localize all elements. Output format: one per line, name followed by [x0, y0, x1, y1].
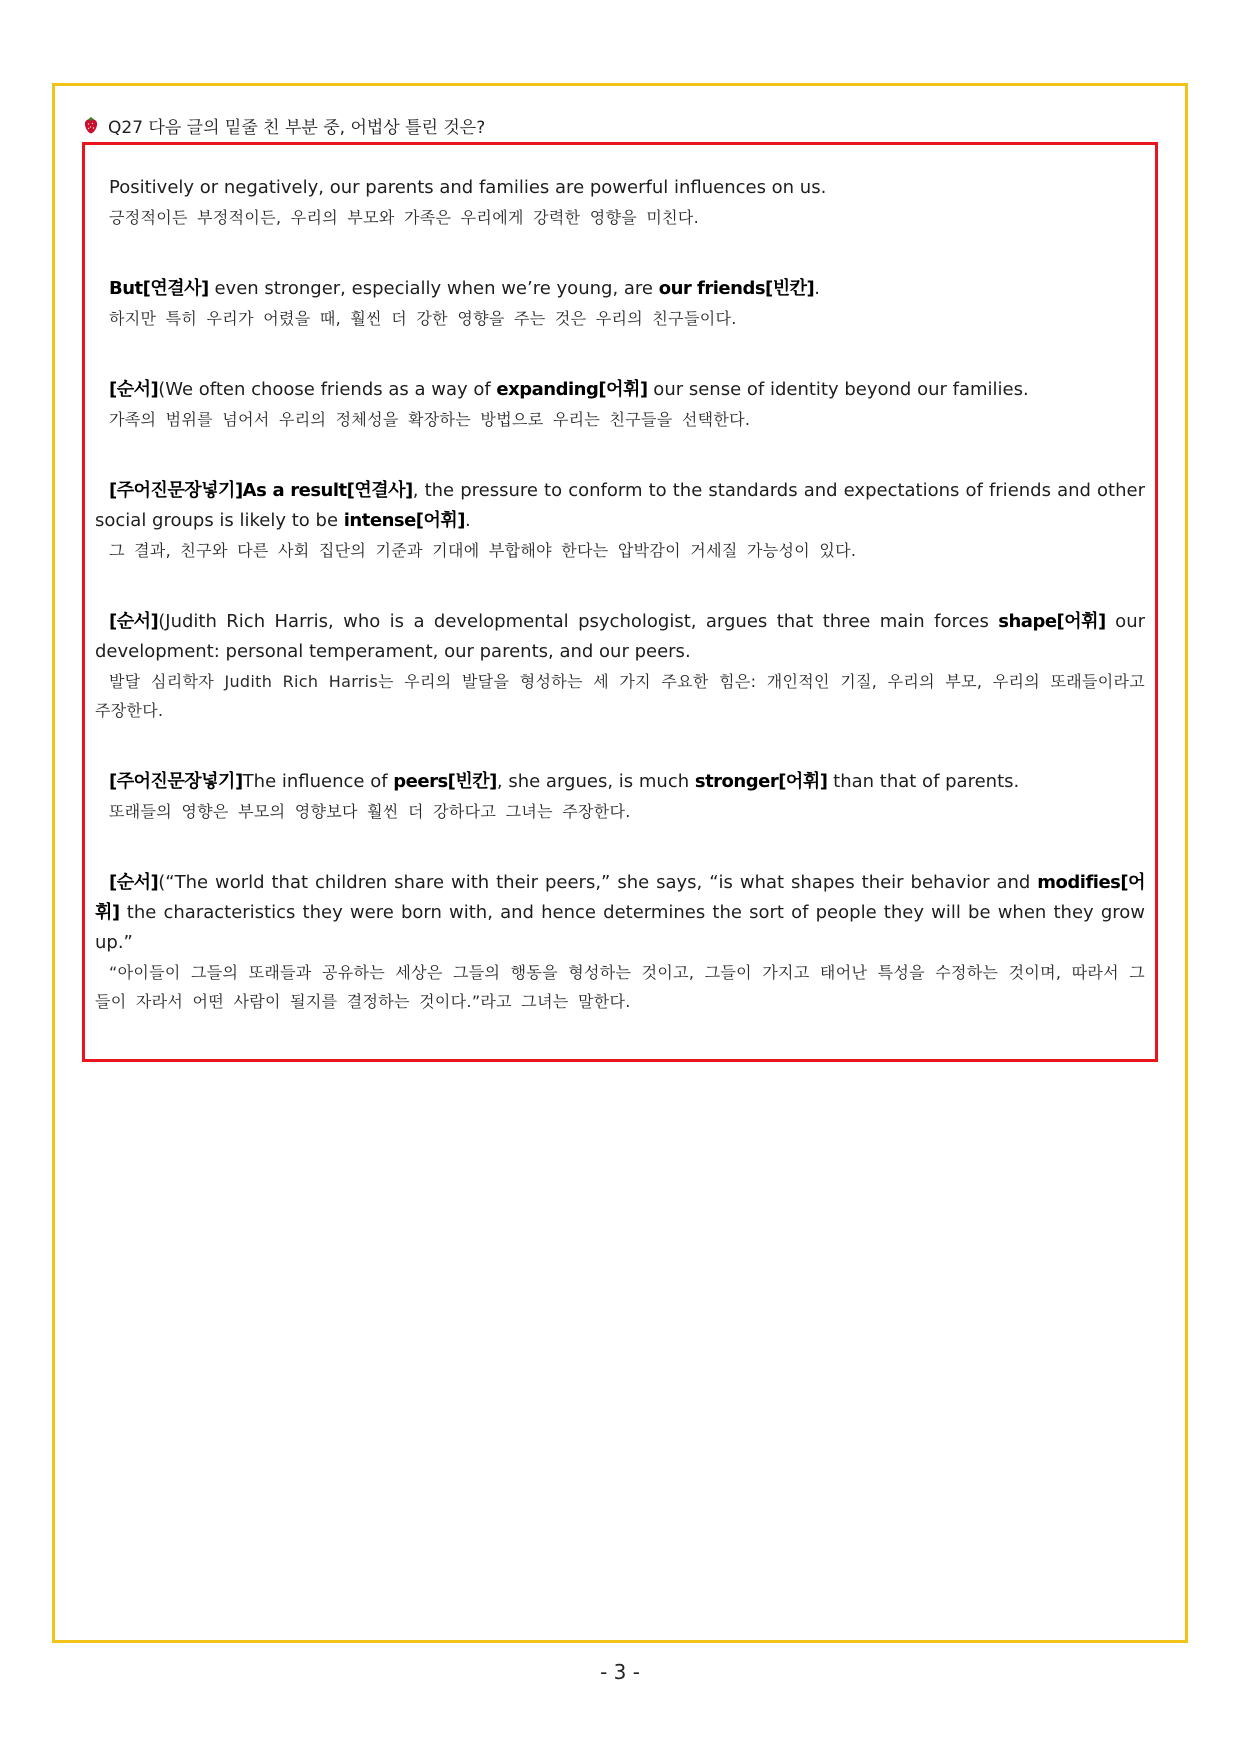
sentence-text: (“The world that children share with their peers,” she says, “is what shapes their behavior and: [158, 872, 1038, 893]
english-sentence: [95, 868, 1145, 958]
sentence-text: (Judith Rich Harris, who is a developmental psychologist, argues that three main forces: [158, 611, 999, 632]
sentence-text: (We often choose friends as a way of: [158, 379, 497, 400]
english-sentence: Positively or negatively, our parents and families are powerful influences on us.: [109, 177, 827, 198]
korean-translation: “아이들이 그들의 또래들과 공유하는 세상은 그들의 행동을 형성하는 것이고, 그들이 가지고 태어난 특성을 수정하는 것이며, 따라서 그들이 자라서 어떤 사람이 될지를 결정하는 것이다.”라고 그녀는 말한다.: [95, 963, 1145, 1011]
english-sentence: [95, 274, 1145, 304]
sentence-block-4: [95, 476, 1145, 565]
question-title: Q27 다음 글의 밑줄 친 부분 중, 어법상 틀린 것은?: [108, 117, 486, 138]
order-tag: [순서]: [109, 872, 159, 893]
sentence-text: .: [465, 510, 471, 531]
english-sentence: [95, 476, 1145, 536]
vocab-marked-word: intense[어휘]: [343, 510, 466, 531]
korean-translation: 발달 심리학자 Judith Rich Harris는 우리의 발달을 형성하는 세 가지 주요한 힘은: 개인적인 기질, 우리의 부모, 우리의 또래들이라고 주장한다.: [95, 672, 1145, 720]
vocab-marked-word: shape[어휘]: [998, 611, 1106, 632]
sentence-block-2: [95, 274, 1145, 333]
english-sentence: [95, 607, 1145, 667]
connective-tag: But[연결사]: [109, 278, 209, 299]
sentence-block-1: [95, 173, 1145, 232]
korean-translation: 또래들의 영향은 부모의 영향보다 훨씬 더 강하다고 그녀는 주장한다.: [109, 802, 631, 821]
order-tag: [순서]: [109, 611, 159, 632]
page-number: - 3 -: [600, 1660, 640, 1684]
sentence-text: than that of parents.: [827, 771, 1020, 792]
sentence-text: our sense of identity beyond our families.: [647, 379, 1029, 400]
sentence-text: the characteristics they were born with, and hence determines the sort of people they will be when they grow up.”: [95, 902, 1145, 953]
sentence-text: even stronger, especially when we’re young, are: [208, 278, 659, 299]
korean-translation: 가족의 범위를 넘어서 우리의 정체성을 확장하는 방법으로 우리는 친구들을 선택한다.: [109, 410, 751, 429]
sentence-text: The influence of: [242, 771, 394, 792]
vocab-marked-word: expanding[어휘]: [496, 379, 648, 400]
order-tag: [순서]: [109, 379, 159, 400]
sentence-text: .: [814, 278, 821, 299]
sentence-text: , the pressure to conform to the standards and expectations of friends and other social groups is likely to be: [95, 480, 1145, 531]
connective-tag: As a result[연결사]: [242, 480, 413, 501]
strawberry-icon: [84, 116, 98, 134]
sentence-block-7: [95, 868, 1145, 1016]
sentence-block-5: [95, 607, 1145, 725]
insert-sentence-tag: [주어진문장넣기]: [109, 771, 243, 792]
vocab-marked-word: modifies[어휘]: [95, 872, 1145, 923]
korean-translation: 그 결과, 친구와 다른 사회 집단의 기준과 기대에 부합해야 한다는 압박감이 거세질 가능성이 있다.: [109, 541, 857, 560]
insert-sentence-tag: [주어진문장넣기]: [109, 480, 243, 501]
sentence-block-6: [95, 767, 1145, 826]
sentence-text: , she argues, is much: [496, 771, 695, 792]
korean-translation: 하지만 특히 우리가 어렸을 때, 훨씬 더 강한 영향을 주는 것은 우리의 친구들이다.: [109, 309, 737, 328]
question-header: [84, 112, 485, 138]
korean-translation: 긍정적이든 부정적이든, 우리의 부모와 가족은 우리에게 강력한 영향을 미친다.: [109, 208, 700, 227]
english-sentence: [95, 767, 1145, 797]
blank-marked-word: our friends[빈칸]: [658, 278, 815, 299]
sentence-text: our development: personal temperament, our parents, and our peers.: [95, 611, 1146, 662]
blank-marked-word: peers[빈칸]: [393, 771, 497, 792]
english-sentence: [95, 375, 1145, 405]
vocab-marked-word: stronger[어휘]: [694, 771, 828, 792]
passage-box: [82, 142, 1158, 1062]
sentence-block-3: [95, 375, 1145, 434]
